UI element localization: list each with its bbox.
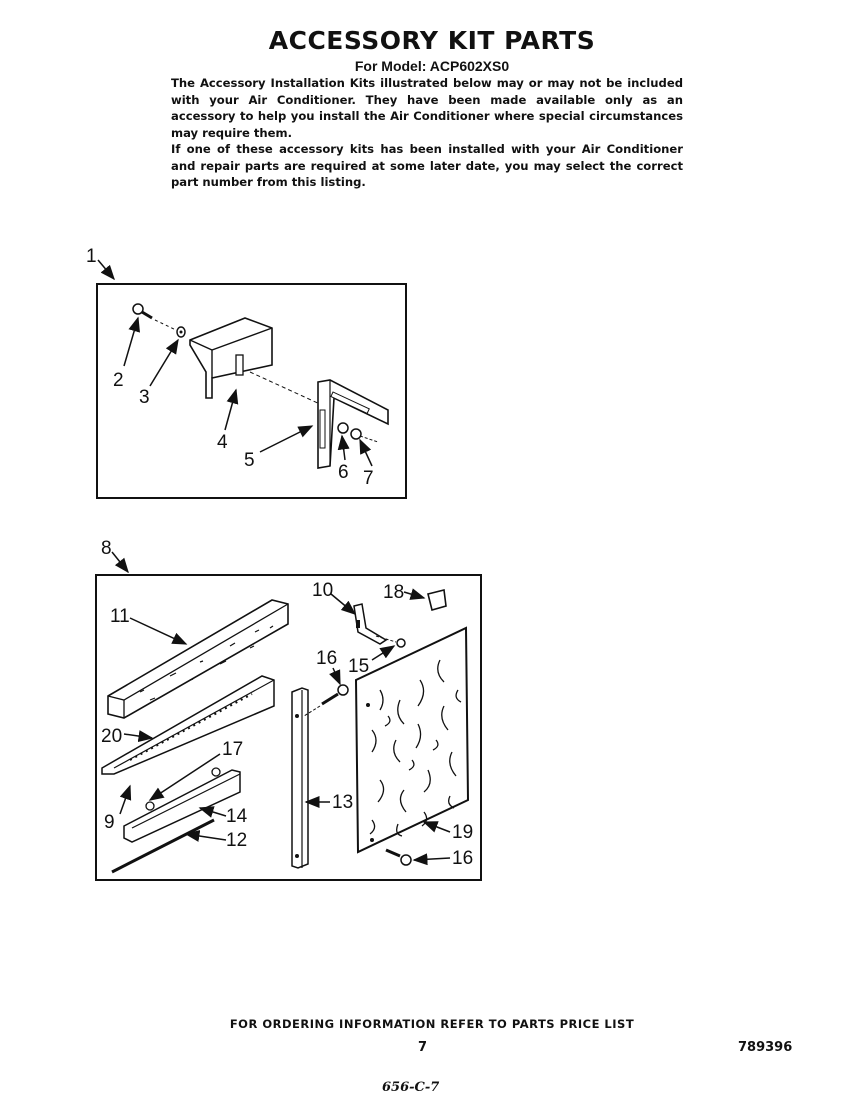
callout-3: 3 — [139, 387, 150, 408]
callout-19: 19 — [452, 822, 474, 843]
callout-6: 6 — [338, 462, 349, 483]
document-number: 789396 — [738, 1040, 793, 1055]
callout-9: 9 — [104, 812, 115, 833]
ordering-note: FOR ORDERING INFORMATION REFER TO PARTS PRICE LIST — [229, 1017, 635, 1031]
callout-7: 7 — [363, 468, 374, 489]
kit-2-callout: 8 — [101, 538, 112, 559]
handwritten-code: 656-C-7 — [382, 1080, 440, 1095]
callout-20: 20 — [101, 726, 123, 747]
callout-5: 5 — [244, 450, 255, 471]
model-line: For Model: ACP602XS0 — [354, 58, 510, 74]
callout-16-top: 16 — [316, 648, 338, 669]
intro-paragraph-2: If one of these accessory kits has been installed with your Air Conditioner and repair parts are required at some later date, you may select the correct part number from this listing. — [171, 142, 683, 189]
support-bracket-icon — [318, 380, 388, 468]
screw-icon — [133, 304, 152, 318]
callout-15: 15 — [348, 656, 370, 677]
foam-pad-icon — [428, 590, 446, 610]
callout-13: 13 — [332, 792, 354, 813]
callout-18: 18 — [383, 582, 405, 603]
callout-11: 11 — [110, 606, 130, 627]
foam-panel-icon — [356, 628, 468, 852]
kit-2-group — [96, 538, 481, 880]
callout-10: 10 — [312, 580, 334, 601]
callout-14: 14 — [226, 806, 248, 827]
callout-17: 17 — [222, 739, 244, 760]
washer-icon — [177, 327, 185, 337]
page-title: ACCESSORY KIT PARTS — [268, 26, 596, 55]
callout-16-bottom: 16 — [452, 848, 474, 869]
kit-1-group — [86, 246, 406, 498]
callout-4: 4 — [217, 432, 228, 453]
kit-1-callout: 1 — [86, 246, 97, 267]
screw-icon — [304, 685, 348, 716]
small-bracket-icon — [354, 604, 405, 647]
screw-icon — [386, 850, 411, 865]
intro-paragraph-1: The Accessory Installation Kits illustrated below may or may not be included with your Air Conditioner. They have been made available only as an accessory to help you install the Air Conditioner where special circumstances may require them. — [171, 76, 683, 140]
bracket-cover-icon — [190, 318, 272, 398]
nut-icon — [338, 423, 378, 442]
callout-2: 2 — [113, 370, 124, 391]
callout-12: 12 — [226, 830, 248, 851]
page-number: 7 — [418, 1040, 428, 1055]
